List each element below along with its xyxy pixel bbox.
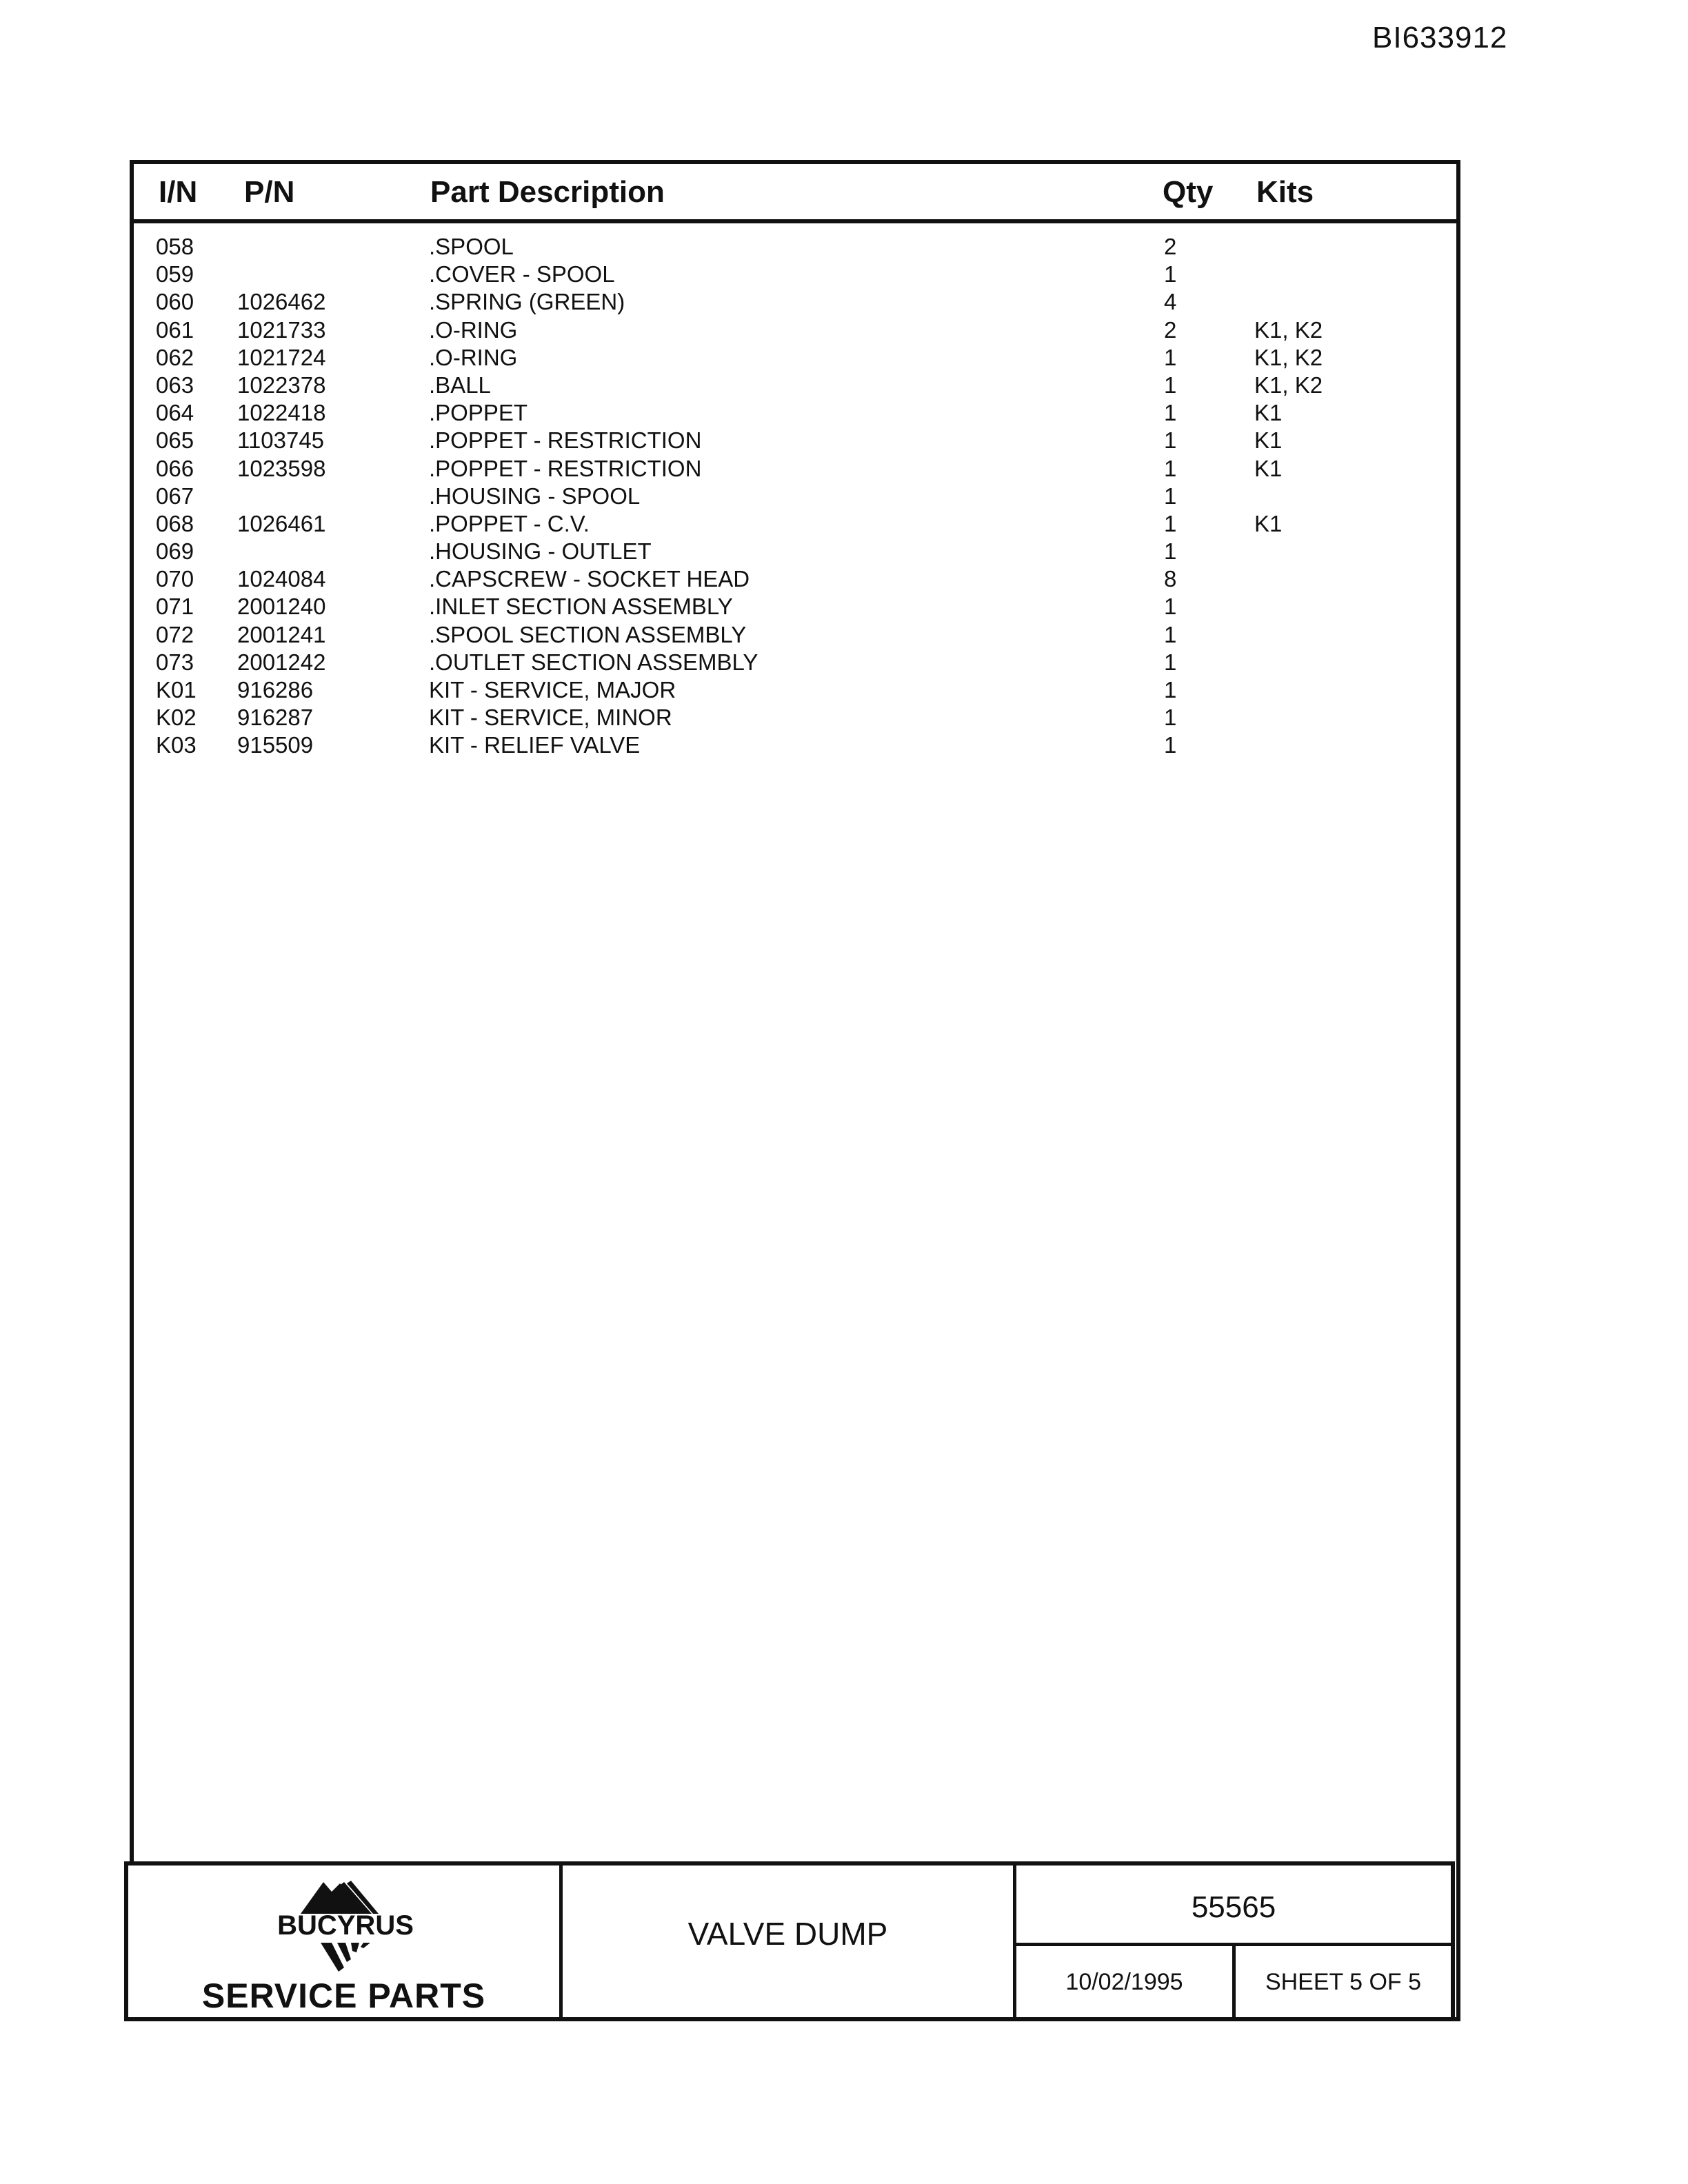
table-row bbox=[134, 676, 1456, 704]
description-cell: KIT - SERVICE, MAJOR bbox=[429, 677, 676, 702]
part-number-cell: 1022418 bbox=[237, 400, 326, 426]
quantity-cell: 1 bbox=[1164, 732, 1177, 758]
item-number-cell: 066 bbox=[156, 455, 194, 481]
title-block bbox=[124, 1861, 1455, 2021]
part-number-cell: 1021724 bbox=[237, 344, 326, 370]
quantity-cell: 1 bbox=[1164, 344, 1177, 370]
header-item-number: I/N bbox=[159, 175, 198, 209]
table-row bbox=[134, 288, 1456, 316]
service-parts-label: SERVICE PARTS bbox=[201, 1976, 486, 2015]
kits-cell: K1 bbox=[1254, 455, 1283, 481]
logo-text: BUCYRUS bbox=[277, 1910, 414, 1941]
title-cell bbox=[563, 1866, 1016, 2017]
description-cell: .POPPET - RESTRICTION bbox=[429, 455, 702, 481]
drawing-date: 10/02/1995 bbox=[1065, 1969, 1183, 1995]
kits-cell: K1, K2 bbox=[1254, 372, 1323, 398]
description-cell: .POPPET - C.V. bbox=[429, 510, 590, 536]
table-row bbox=[134, 621, 1456, 649]
item-number-cell: K02 bbox=[156, 705, 197, 731]
quantity-cell: 1 bbox=[1164, 427, 1177, 454]
quantity-cell: 1 bbox=[1164, 705, 1177, 731]
document-id: BI633912 bbox=[1372, 21, 1508, 54]
date-cell bbox=[1016, 1943, 1236, 2017]
kits-cell: K1, K2 bbox=[1254, 316, 1323, 343]
description-cell: .INLET SECTION ASSEMBLY bbox=[429, 594, 733, 620]
item-number-cell: 061 bbox=[156, 316, 194, 343]
parts-list-sheet bbox=[130, 160, 1460, 2021]
quantity-cell: 1 bbox=[1164, 483, 1177, 509]
table-row bbox=[134, 372, 1456, 399]
part-number-cell: 2001242 bbox=[237, 649, 326, 675]
part-number-cell: 2001241 bbox=[237, 621, 326, 647]
quantity-cell: 1 bbox=[1164, 510, 1177, 536]
table-row bbox=[134, 261, 1456, 288]
item-number-cell: 071 bbox=[156, 594, 194, 620]
table-row bbox=[134, 565, 1456, 593]
table-row bbox=[134, 316, 1456, 344]
item-number-cell: 058 bbox=[156, 234, 194, 259]
logo-cell bbox=[128, 1866, 563, 2017]
part-number-cell: 1103745 bbox=[237, 427, 325, 454]
part-number-cell: 916286 bbox=[237, 677, 314, 702]
header-description: Part Description bbox=[430, 175, 665, 209]
description-cell: .SPRING (GREEN) bbox=[429, 289, 625, 315]
kits-cell: K1 bbox=[1254, 510, 1283, 536]
item-number-cell: 064 bbox=[156, 400, 194, 426]
part-number-cell: 915509 bbox=[237, 732, 314, 758]
kits-cell: K1, K2 bbox=[1254, 344, 1323, 370]
description-cell: .POPPET - RESTRICTION bbox=[429, 427, 702, 454]
quantity-cell: 1 bbox=[1164, 538, 1177, 565]
description-cell: .BALL bbox=[429, 372, 491, 398]
item-number-cell: 065 bbox=[156, 427, 194, 454]
description-cell: .CAPSCREW - SOCKET HEAD bbox=[429, 566, 750, 592]
description-cell: .O-RING bbox=[429, 316, 518, 343]
item-number-cell: 069 bbox=[156, 538, 194, 565]
description-cell: .HOUSING - SPOOL bbox=[429, 483, 641, 509]
drawing-title: VALVE DUMP bbox=[687, 1916, 888, 1952]
quantity-cell: 1 bbox=[1164, 621, 1177, 647]
table-row bbox=[134, 427, 1456, 454]
item-number-cell: K01 bbox=[156, 677, 197, 702]
quantity-cell: 1 bbox=[1164, 649, 1177, 675]
part-number-cell: 1026462 bbox=[237, 289, 326, 315]
sheet-cell bbox=[1236, 1943, 1451, 2017]
table-row bbox=[134, 538, 1456, 565]
table-row bbox=[134, 704, 1456, 731]
part-number-cell: 1021733 bbox=[237, 316, 326, 343]
description-cell: .COVER - SPOOL bbox=[429, 261, 615, 287]
table-row bbox=[134, 483, 1456, 510]
part-number-cell: 1024084 bbox=[237, 566, 326, 592]
table-row bbox=[134, 649, 1456, 676]
quantity-cell: 4 bbox=[1164, 289, 1177, 315]
quantity-cell: 2 bbox=[1164, 234, 1177, 259]
description-cell: .OUTLET SECTION ASSEMBLY bbox=[429, 649, 758, 675]
kits-cell: K1 bbox=[1254, 427, 1283, 454]
quantity-cell: 8 bbox=[1164, 566, 1177, 592]
item-number-cell: 073 bbox=[156, 649, 194, 675]
item-number-cell: 067 bbox=[156, 483, 194, 509]
part-number-cell: 1023598 bbox=[237, 455, 326, 481]
quantity-cell: 1 bbox=[1164, 261, 1177, 287]
item-number-cell: 070 bbox=[156, 566, 194, 592]
drawing-info bbox=[1016, 1866, 1451, 2017]
description-cell: KIT - RELIEF VALVE bbox=[429, 732, 641, 758]
description-cell: .HOUSING - OUTLET bbox=[429, 538, 652, 565]
item-number-cell: 060 bbox=[156, 289, 194, 315]
bucyrus-logo-icon bbox=[263, 1879, 428, 1972]
description-cell: .POPPET bbox=[429, 400, 528, 426]
header-quantity: Qty bbox=[1163, 175, 1214, 209]
table-row bbox=[134, 399, 1456, 427]
description-cell: .O-RING bbox=[429, 344, 518, 370]
item-number-cell: 072 bbox=[156, 621, 194, 647]
table-row bbox=[134, 510, 1456, 538]
table-row bbox=[134, 593, 1456, 620]
item-number-cell: K03 bbox=[156, 732, 197, 758]
item-number-cell: 063 bbox=[156, 372, 194, 398]
item-number-cell: 068 bbox=[156, 510, 194, 536]
description-cell: .SPOOL SECTION ASSEMBLY bbox=[429, 621, 747, 647]
part-number-cell: 916287 bbox=[237, 705, 314, 731]
table-row bbox=[134, 344, 1456, 372]
quantity-cell: 1 bbox=[1164, 455, 1177, 481]
header-kits: Kits bbox=[1256, 175, 1314, 209]
quantity-cell: 1 bbox=[1164, 372, 1177, 398]
description-cell: .SPOOL bbox=[429, 234, 514, 259]
drawing-number: 55565 bbox=[1191, 1890, 1276, 1924]
part-number-cell: 1022378 bbox=[237, 372, 326, 398]
parts-table-body bbox=[134, 233, 1456, 760]
quantity-cell: 1 bbox=[1164, 594, 1177, 620]
kits-cell: K1 bbox=[1254, 400, 1283, 426]
item-number-cell: 059 bbox=[156, 261, 194, 287]
quantity-cell: 1 bbox=[1164, 400, 1177, 426]
table-row bbox=[134, 233, 1456, 261]
table-header bbox=[134, 164, 1456, 223]
part-number-cell: 2001240 bbox=[237, 594, 326, 620]
description-cell: KIT - SERVICE, MINOR bbox=[429, 705, 672, 731]
table-row bbox=[134, 731, 1456, 759]
sheet-number: SHEET 5 OF 5 bbox=[1265, 1969, 1422, 1995]
part-number-cell: 1026461 bbox=[237, 510, 326, 536]
quantity-cell: 1 bbox=[1164, 677, 1177, 702]
drawing-number-cell bbox=[1016, 1866, 1451, 1946]
quantity-cell: 2 bbox=[1164, 316, 1177, 343]
item-number-cell: 062 bbox=[156, 344, 194, 370]
table-row bbox=[134, 455, 1456, 483]
header-part-number: P/N bbox=[244, 175, 295, 209]
